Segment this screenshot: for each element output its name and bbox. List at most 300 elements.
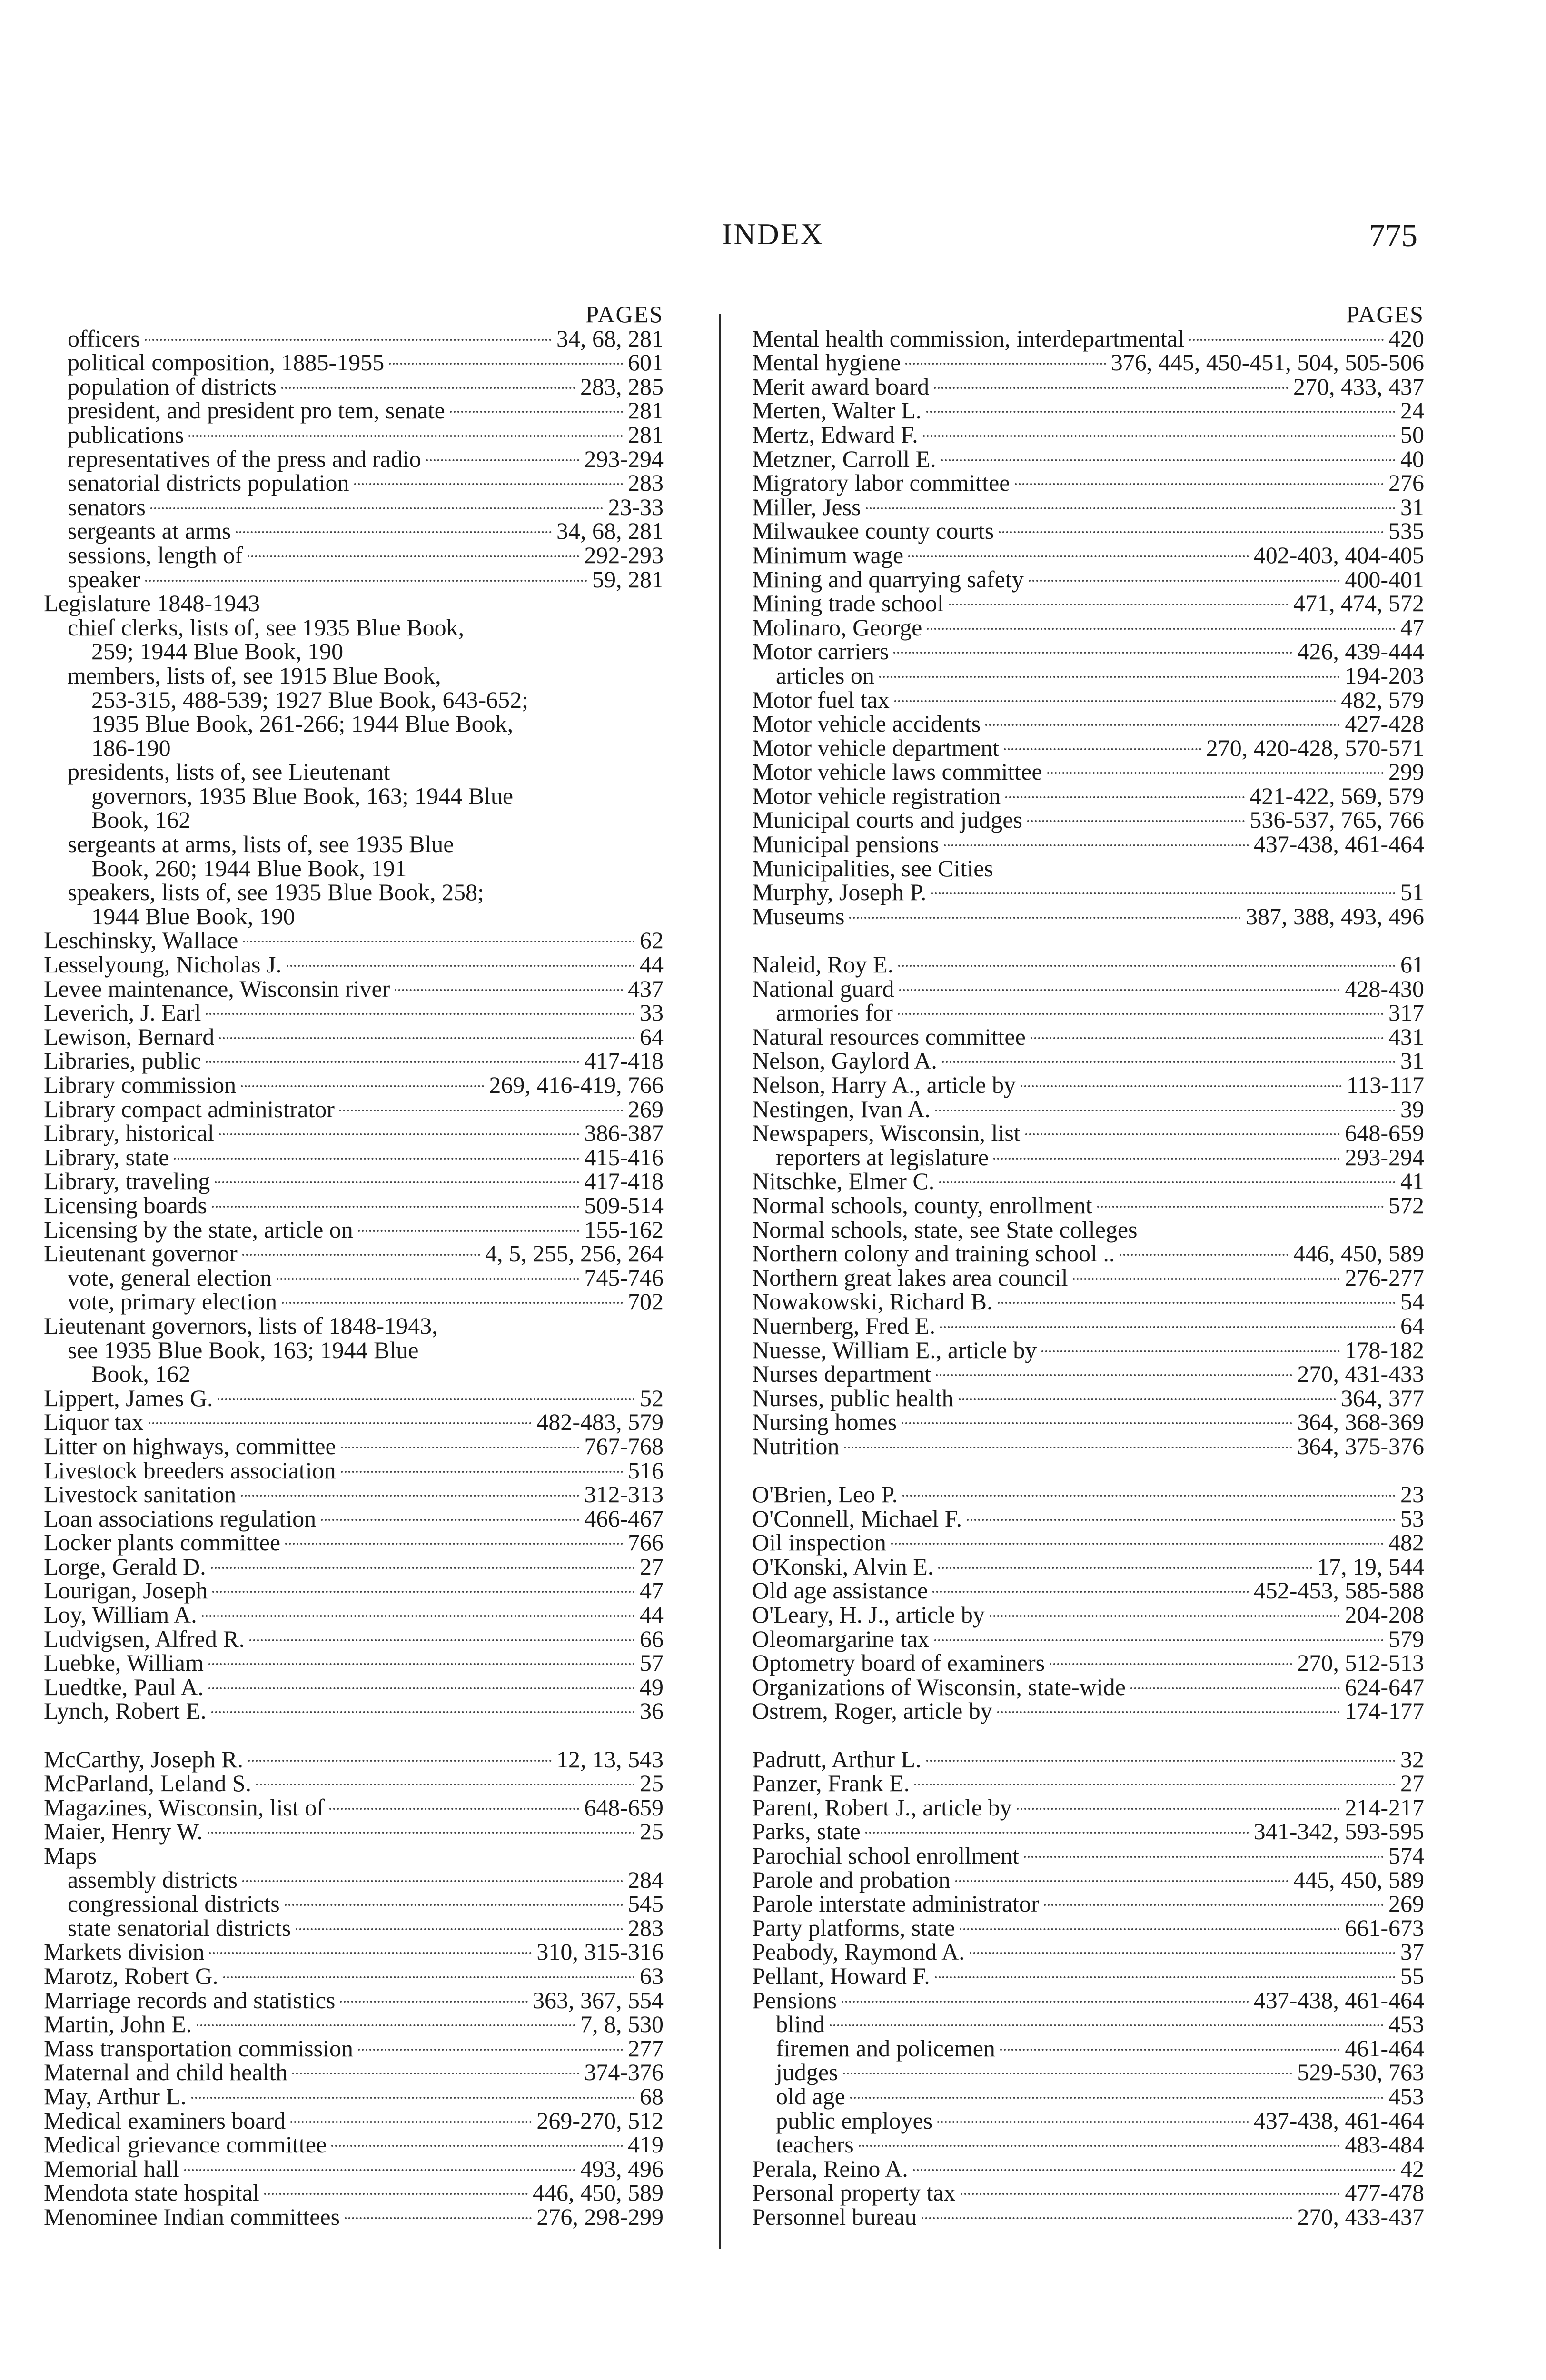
index-entry [44, 1386, 664, 1410]
page-references: 292-293 [584, 541, 664, 568]
dot-leader [208, 1663, 635, 1665]
index-entry [752, 688, 1424, 712]
dot-leader [843, 2073, 1293, 2074]
index-entry [752, 1892, 1424, 1916]
index-entry [44, 495, 664, 519]
dot-leader [287, 965, 635, 967]
index-entry [752, 1530, 1424, 1555]
index-term: Nelson, Gaylord A. [752, 1047, 937, 1074]
dot-leader [893, 652, 1292, 654]
index-entry [752, 2132, 1424, 2157]
dot-leader [206, 1013, 635, 1015]
page-references: 40 [1400, 445, 1424, 472]
index-entry-text: members, lists of, see 1915 Blue Book, [68, 662, 441, 689]
index-entry [44, 1049, 664, 1073]
index-term: Municipal courts and judges [752, 806, 1022, 833]
page-references: 33 [640, 999, 664, 1026]
page-references: 4, 5, 255, 256, 264 [485, 1240, 664, 1267]
index-term: armories for [776, 999, 893, 1026]
index-term: Pellant, Howard F. [752, 1962, 930, 1989]
index-term: Lippert, James G. [44, 1384, 213, 1411]
index-entry [752, 1844, 1424, 1868]
dot-leader [1004, 748, 1201, 750]
index-entry [44, 519, 664, 543]
page-number: 775 [1369, 217, 1417, 253]
index-term: Mental health commission, interdepartmental [752, 325, 1185, 352]
dot-leader [934, 387, 1288, 389]
index-term: Menominee Indian committees [44, 2203, 340, 2230]
index-entry [752, 1289, 1424, 1314]
index-term: officers [68, 325, 140, 352]
index-term: Parole and probation [752, 1866, 951, 1893]
index-term: Personnel bureau [752, 2203, 917, 2230]
index-entry-text: governors, 1935 Blue Book, 163; 1944 Blue [91, 782, 514, 809]
page-references: 446, 450, 589 [1293, 1240, 1424, 1267]
index-entry [44, 2060, 664, 2084]
page-references: 281 [628, 397, 664, 424]
index-entry [44, 1410, 664, 1434]
dot-leader [914, 1784, 1396, 1785]
page-references: 579 [1388, 1625, 1424, 1652]
index-entry-text: Normal schools, state, see State colleges [752, 1216, 1138, 1243]
page-references: 426, 439-444 [1297, 638, 1424, 665]
index-entry [44, 1868, 664, 1892]
page-references: 428-430 [1345, 975, 1424, 1002]
dot-leader [208, 1832, 635, 1834]
dot-leader [1031, 1037, 1384, 1039]
index-entry [752, 2205, 1424, 2229]
page-references: 34, 68, 281 [556, 517, 664, 545]
index-entry [752, 1627, 1424, 1651]
page-references: 174-177 [1345, 1697, 1424, 1725]
index-term: Migratory labor committee [752, 469, 1010, 496]
page-references: 445, 450, 589 [1293, 1866, 1424, 1893]
index-term: Motor vehicle laws committee [752, 758, 1042, 785]
index-term: Licensing boards [44, 1191, 207, 1219]
dot-leader [849, 917, 1241, 919]
pages-column-label: PAGES [1346, 301, 1424, 327]
index-term: Motor carriers [752, 638, 889, 665]
index-entry [752, 591, 1424, 615]
index-term: O'Konski, Alvin E. [752, 1553, 934, 1580]
index-entry [752, 1507, 1424, 1531]
index-term: Levee maintenance, Wisconsin river [44, 975, 390, 1002]
index-entry [752, 471, 1424, 495]
index-term: Markets division [44, 1938, 205, 1965]
index-term: Molinaro, George [752, 614, 922, 641]
index-entry [44, 1193, 664, 1218]
index-term: Lewison, Bernard [44, 1023, 215, 1050]
index-term: Leschinsky, Wallace [44, 927, 238, 954]
page-references: 648-659 [1345, 1120, 1424, 1147]
index-term: Murphy, Joseph P. [752, 879, 927, 906]
dot-leader [1073, 1278, 1340, 1280]
index-entry [752, 2060, 1424, 2084]
index-entry [752, 1988, 1424, 2013]
index-entry [752, 1266, 1424, 1290]
page-references: 270, 433, 437 [1293, 373, 1424, 400]
page-references: 44 [640, 951, 664, 978]
dot-leader [927, 628, 1396, 630]
page-references: 386-387 [584, 1120, 664, 1147]
dot-leader [905, 363, 1106, 365]
index-entry [44, 977, 664, 1001]
index-entry [44, 543, 664, 567]
index-entry [752, 1651, 1424, 1675]
index-term: old age [776, 2082, 845, 2110]
page-references: 702 [628, 1288, 664, 1315]
index-term: political composition, 1885-1955 [68, 349, 385, 376]
dot-leader [985, 724, 1340, 726]
index-entry [752, 2109, 1424, 2133]
page-references: 44 [640, 1601, 664, 1628]
index-term: Padrutt, Arthur L. [752, 1745, 922, 1773]
index-term: Library, traveling [44, 1168, 210, 1195]
index-term: Municipal pensions [752, 831, 940, 858]
dot-leader [248, 555, 579, 557]
index-term: articles on [776, 662, 874, 689]
index-term: Nutrition [752, 1432, 840, 1459]
dot-leader [844, 1447, 1292, 1448]
dot-leader [277, 1278, 579, 1280]
page-references: 277 [628, 2034, 664, 2062]
index-entry [44, 1771, 664, 1795]
page-references: 312-313 [584, 1481, 664, 1508]
page-references: 453 [1388, 2082, 1424, 2110]
page-references: 42 [1400, 2155, 1424, 2182]
index-term: Lorge, Gerald D. [44, 1553, 206, 1580]
dot-leader [340, 2001, 528, 2003]
index-term: Nursing homes [752, 1408, 897, 1436]
dot-leader [859, 2145, 1340, 2147]
index-entry [44, 1434, 664, 1458]
page-references: 61 [1400, 951, 1424, 978]
index-term: Parks, state [752, 1818, 861, 1845]
index-term: reporters at legislature [776, 1143, 989, 1170]
index-entry [44, 1747, 664, 1772]
index-entry [44, 423, 664, 447]
page-references: 283 [628, 469, 664, 496]
dot-leader [149, 1422, 532, 1424]
index-entry [44, 1988, 664, 2013]
index-term: Mining and quarrying safety [752, 565, 1024, 593]
dot-leader [908, 555, 1249, 557]
dot-leader [936, 1374, 1292, 1376]
index-term: vote, general election [68, 1264, 272, 1291]
page-references: 59, 281 [592, 565, 664, 593]
page-references: 204-208 [1345, 1601, 1424, 1628]
page-references: 767-768 [584, 1432, 664, 1459]
index-term: Merten, Walter L. [752, 397, 922, 424]
page-references: 364, 368-369 [1297, 1408, 1424, 1436]
page-references: 54 [1400, 1288, 1424, 1315]
index-entry [44, 1819, 664, 1844]
page-references: 51 [1400, 879, 1424, 906]
dot-leader [219, 1133, 580, 1135]
dot-leader [208, 1687, 635, 1689]
index-term: Metzner, Carroll E. [752, 445, 936, 472]
page-references: 661-673 [1345, 1914, 1424, 1941]
dot-leader [923, 435, 1396, 437]
index-term: Library compact administrator [44, 1095, 335, 1122]
dot-leader [242, 1254, 480, 1256]
index-term: National guard [752, 975, 894, 1002]
section-gap [752, 1723, 1424, 1747]
page-references: 437-438, 461-464 [1253, 2107, 1424, 2134]
page-references: 364, 375-376 [1297, 1432, 1424, 1459]
page-references: 214-217 [1345, 1794, 1424, 1821]
dot-leader [242, 1880, 623, 1882]
dot-leader [339, 1110, 623, 1111]
index-entry [752, 1121, 1424, 1145]
dot-leader [282, 1302, 623, 1304]
dot-leader [879, 676, 1340, 678]
page-references: 25 [640, 1770, 664, 1797]
index-entry [44, 1025, 664, 1049]
index-entry [44, 928, 664, 952]
index-entry-text: speakers, lists of, see 1935 Blue Book, 258; [68, 879, 484, 906]
index-term: Nuernberg, Fred E. [752, 1312, 936, 1339]
index-term: Merit award board [752, 373, 930, 400]
page-references: 482-483, 579 [536, 1408, 664, 1436]
index-term: Liquor tax [44, 1408, 144, 1436]
index-entry-text: 259; 1944 Blue Book, 190 [91, 638, 344, 665]
index-entry [752, 567, 1424, 592]
index-term: Magazines, Wisconsin, list of [44, 1794, 325, 1821]
index-entry [44, 1699, 664, 1723]
index-entry [44, 567, 664, 592]
page-references: 47 [640, 1577, 664, 1604]
index-term: Library commission [44, 1071, 237, 1098]
index-term: Ludvigsen, Alfred R. [44, 1625, 245, 1652]
index-term: Medical examiners board [44, 2107, 286, 2134]
index-entry [752, 904, 1424, 929]
index-entry [44, 1097, 664, 1121]
page-references: 419 [628, 2131, 664, 2158]
index-term: senators [68, 493, 146, 520]
index-entry [44, 1458, 664, 1483]
index-entry [752, 1097, 1424, 1121]
index-entry [44, 447, 664, 471]
index-term: speaker [68, 565, 140, 593]
index-term: Mertz, Edward F. [752, 421, 918, 448]
page-references: 471, 474, 572 [1293, 590, 1424, 617]
index-term: Nuesse, William E., article by [752, 1336, 1037, 1363]
page-references: 23-33 [608, 493, 664, 520]
index-term: Marotz, Robert G. [44, 1962, 218, 1989]
index-entry [752, 1362, 1424, 1386]
index-entry [752, 2084, 1424, 2109]
dot-leader [942, 1061, 1396, 1063]
index-term: Medical grievance committee [44, 2131, 327, 2158]
index-term: Normal schools, county, enrollment [752, 1191, 1092, 1219]
dot-leader [1189, 339, 1384, 341]
index-entry [44, 1266, 664, 1290]
index-term: Lynch, Robert E. [44, 1697, 207, 1725]
dot-leader [941, 459, 1396, 461]
page-references: 437-438, 461-464 [1253, 831, 1424, 858]
dot-leader [999, 531, 1384, 533]
page-references: 417-418 [584, 1168, 664, 1195]
dot-leader [450, 411, 623, 413]
index-entry [44, 1675, 664, 1699]
index-term: O'Leary, H. J., article by [752, 1601, 985, 1628]
page-references: 155-162 [584, 1216, 664, 1243]
dot-leader [358, 2049, 623, 2051]
dot-leader [341, 1447, 580, 1448]
index-entry [44, 1241, 664, 1266]
page-references: 363, 367, 554 [533, 1986, 664, 2013]
dot-leader [993, 1158, 1340, 1160]
page-references: 39 [1400, 1095, 1424, 1122]
index-term: Miller, Jess [752, 493, 861, 520]
index-entry-text: Lieutenant governors, lists of 1848-1943, [44, 1312, 438, 1339]
dot-leader [285, 1904, 623, 1906]
dot-leader [1017, 1808, 1340, 1810]
dot-leader [264, 2193, 528, 2195]
page-title: INDEX [722, 217, 824, 251]
page-references: 493, 496 [580, 2155, 664, 2182]
index-term: Northern great lakes area council [752, 1264, 1068, 1291]
index-term: judges [776, 2059, 838, 2086]
index-term: Luedtke, Paul A. [44, 1673, 204, 1700]
dot-leader [150, 507, 604, 509]
index-entry [752, 664, 1424, 688]
page-references: 482, 579 [1341, 686, 1424, 713]
dot-leader [842, 2001, 1249, 2003]
page-header [0, 217, 1546, 259]
dot-leader [891, 1543, 1384, 1545]
dot-leader [1097, 1206, 1384, 1208]
page-references: 34, 68, 281 [556, 325, 664, 352]
dot-leader [241, 1495, 579, 1497]
index-entry [44, 1169, 664, 1193]
dot-leader [358, 1230, 580, 1232]
index-entry [752, 1169, 1424, 1193]
dot-leader [256, 1784, 635, 1785]
index-entry [752, 2157, 1424, 2181]
index-entry-text: see 1935 Blue Book, 163; 1944 Blue [68, 1336, 419, 1363]
index-entry [752, 1145, 1424, 1170]
page-references: 269, 416-419, 766 [489, 1071, 664, 1098]
page-references: 66 [640, 1625, 664, 1652]
index-entry-text: sergeants at arms, lists of, see 1935 Blue [68, 831, 454, 858]
page-references: 27 [1400, 1770, 1424, 1797]
index-term: representatives of the press and radio [68, 445, 421, 472]
index-entry [752, 1386, 1424, 1410]
dot-leader [899, 989, 1340, 991]
index-term: vote, primary election [68, 1288, 277, 1315]
dot-leader [197, 2024, 575, 2026]
index-entry [752, 977, 1424, 1001]
index-term: Parole interstate administrator [752, 1890, 1039, 1917]
dot-leader [249, 1639, 635, 1641]
dot-leader [321, 1519, 579, 1521]
index-term: Mental hygiene [752, 349, 901, 376]
index-term: Maier, Henry W. [44, 1818, 203, 1845]
index-entry [752, 495, 1424, 519]
index-term: Livestock breeders association [44, 1457, 336, 1484]
dot-leader [898, 965, 1396, 967]
index-term: congressional districts [68, 1890, 280, 1917]
page-references: 37 [1400, 1938, 1424, 1965]
page-references: 427-428 [1345, 710, 1424, 737]
index-entry [44, 1795, 664, 1820]
index-entry [752, 1314, 1424, 1338]
index-term: Litter on highways, committee [44, 1432, 336, 1459]
index-term: Museums [752, 902, 845, 930]
page-references: 766 [628, 1529, 664, 1556]
dot-leader [215, 1181, 579, 1183]
index-term: Old age assistance [752, 1577, 928, 1604]
index-entry [752, 2036, 1424, 2061]
index-term: Loan associations regulation [44, 1505, 317, 1532]
dot-leader [281, 387, 575, 389]
index-column-right [752, 302, 1424, 2229]
index-entry [44, 1145, 664, 1170]
index-entry-text: 186-190 [91, 734, 171, 761]
column-divider [719, 314, 721, 2249]
index-entry [752, 1049, 1424, 1073]
dot-leader [292, 2073, 579, 2074]
page-references: 574 [1388, 1842, 1424, 1869]
index-term: Lourigan, Joseph [44, 1577, 208, 1604]
dot-leader [184, 2169, 575, 2171]
section-gap [752, 1458, 1424, 1483]
page-references: 516 [628, 1457, 664, 1484]
index-entry [752, 519, 1424, 543]
dot-leader [894, 700, 1336, 702]
dot-leader [202, 1615, 635, 1617]
index-term: May, Arthur L. [44, 2082, 187, 2110]
index-term: Maternal and child health [44, 2059, 288, 2086]
page-references: 31 [1400, 1047, 1424, 1074]
dot-leader [1024, 1856, 1384, 1858]
page-references: 276-277 [1345, 1264, 1424, 1291]
index-term: Northern colony and training school .. [752, 1240, 1115, 1267]
index-entry [752, 1771, 1424, 1795]
dot-leader [1015, 483, 1384, 485]
index-entry [44, 2205, 664, 2229]
index-entry [44, 1916, 664, 1940]
dot-leader [296, 1928, 623, 1930]
index-entries-left [44, 327, 664, 2229]
page-references: 270, 431-433 [1297, 1360, 1424, 1388]
index-term: senatorial districts population [68, 469, 349, 496]
dot-leader [1047, 772, 1384, 774]
index-entry [44, 2036, 664, 2061]
index-entry-text: presidents, lists of, see Lieutenant [68, 758, 390, 785]
index-entry [752, 808, 1424, 832]
index-entry [752, 1747, 1424, 1772]
dot-leader [345, 2217, 532, 2219]
page-references: 453 [1388, 2011, 1424, 2038]
index-term: Nestingen, Ivan A. [752, 1095, 931, 1122]
index-entry [44, 1627, 664, 1651]
index-entry [44, 375, 664, 399]
page-references: 276, 298-299 [536, 2203, 664, 2230]
page-references: 310, 315-316 [536, 1938, 664, 1965]
index-entry-text: Municipalities, see Cities [752, 854, 993, 882]
page-references: 283, 285 [580, 373, 664, 400]
page-references: 374-376 [584, 2059, 664, 2086]
index-entry [752, 1819, 1424, 1844]
dot-leader [285, 1543, 623, 1545]
page-references: 745-746 [584, 1264, 664, 1291]
dot-leader [145, 580, 587, 582]
index-term: population of districts [68, 373, 277, 400]
dot-leader [341, 1471, 623, 1473]
